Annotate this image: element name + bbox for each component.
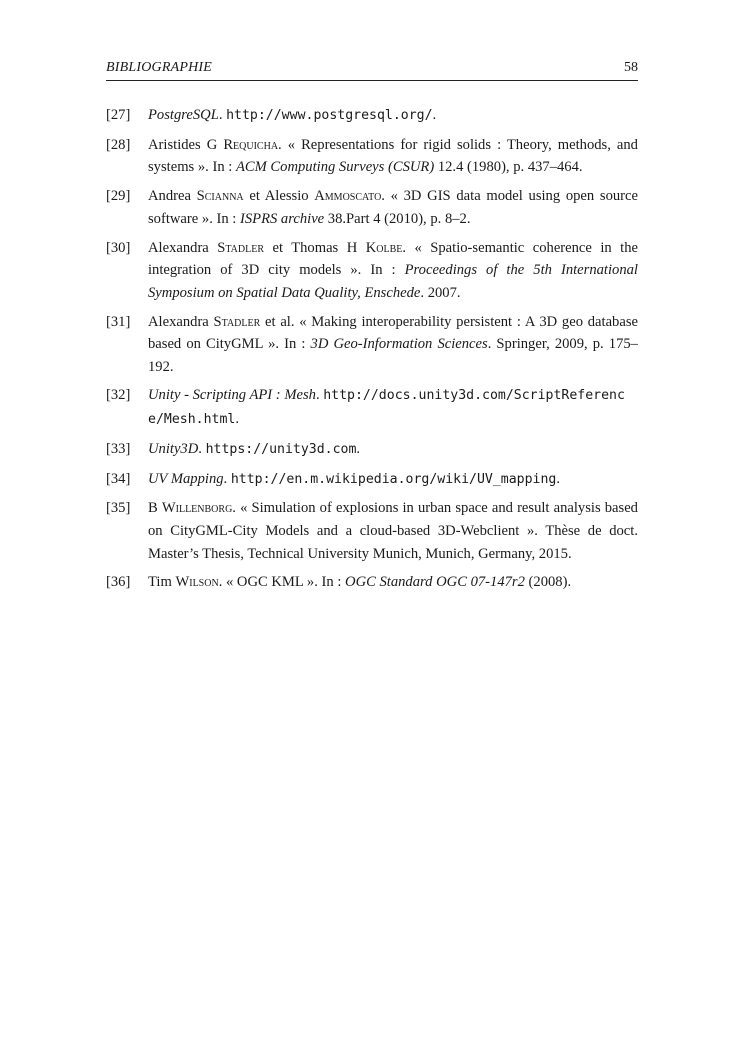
bib-author-last: Stadler	[217, 239, 265, 256]
bib-body: et al. « Making interoperability persistent : A 3D geo database based on CityGML ». In :	[148, 313, 638, 353]
bib-journal: OGC Standard OGC 07-147r2	[345, 574, 525, 591]
bib-author-last: Scianna	[196, 188, 244, 205]
page-header	[106, 60, 638, 81]
bib-rest: (2008).	[524, 574, 572, 591]
bib-entry-30	[106, 237, 638, 305]
bib-end: .	[432, 107, 437, 123]
bib-label: [28]	[106, 136, 131, 153]
bib-journal: ACM Computing Surveys (CSUR)	[235, 159, 435, 176]
bib-title: Unity3D	[148, 440, 199, 457]
bib-author-first: Andrea	[148, 188, 197, 205]
bib-label: [31]	[106, 313, 131, 330]
bib-entry-35	[106, 497, 638, 565]
section-title: BIBLIOGRAPHIE	[106, 60, 213, 75]
bib-end: .	[356, 440, 361, 457]
bib-author-last: Kolbe	[365, 239, 403, 256]
bib-entry-36	[106, 571, 638, 594]
bib-label: [27]	[106, 107, 131, 123]
bib-entry-29	[106, 185, 638, 230]
bib-title: Unity - Scripting API : Mesh	[148, 387, 316, 404]
bib-title: UV Mapping	[148, 470, 224, 487]
bib-author-first: Aristides G	[148, 136, 224, 153]
bib-author-last: Wilson	[175, 574, 219, 591]
bib-text	[148, 311, 638, 379]
bib-url-link[interactable]: http://en.m.wikipedia.org/wiki/UV_mapping	[230, 471, 557, 487]
bib-author-first: Tim	[148, 574, 176, 591]
bib-label: [34]	[106, 470, 131, 487]
bib-author-first: Alexandra	[148, 239, 218, 256]
bib-body: . « 3D GIS data model using open source software ». In :	[148, 188, 638, 227]
bib-author-last: Willenborg	[161, 500, 233, 517]
bib-entry-33	[106, 438, 638, 462]
bib-text	[148, 134, 638, 179]
bib-end: .	[556, 470, 561, 487]
bib-body: . « Representations for rigid solids : Theory, methods, and systems ». In :	[148, 136, 638, 176]
bib-text	[148, 497, 638, 565]
bib-sep: .	[223, 470, 231, 487]
bib-label: [36]	[106, 574, 131, 591]
bib-entry-34	[106, 468, 638, 492]
bib-text	[148, 438, 638, 462]
bib-text	[148, 571, 638, 594]
bib-body: . « Spatio-semantic coherence in the integration of 3D city models ». In :	[148, 239, 638, 279]
bib-label: [30]	[106, 239, 131, 256]
bib-entry-27	[106, 104, 638, 128]
bib-sep: .	[218, 107, 227, 123]
bib-label: [29]	[106, 188, 131, 205]
bib-journal: 3D Geo-Information Sciences	[310, 336, 488, 353]
bib-author-join: et Thomas H	[264, 239, 366, 256]
bib-title: PostgreSQL	[148, 107, 219, 123]
bibliography-list	[106, 104, 638, 600]
bib-author-first: Alexandra	[148, 313, 214, 330]
bib-url-link[interactable]: https://unity3d.com	[205, 441, 357, 457]
bib-author-join: et Alessio	[243, 188, 315, 205]
page-number: 58	[624, 60, 638, 75]
bib-rest: . Springer, 2009, p. 175–192.	[148, 336, 638, 375]
bib-text	[148, 468, 638, 492]
bib-author-last: Stadler	[213, 313, 261, 330]
bib-sep: .	[315, 387, 324, 404]
bib-sep: .	[198, 440, 206, 457]
bib-end: .	[235, 411, 239, 428]
bib-text	[148, 185, 638, 230]
bib-rest: 38.Part 4 (2010), p. 8–2.	[324, 210, 471, 227]
bib-label: [32]	[106, 387, 131, 404]
bib-label: [33]	[106, 440, 131, 457]
bib-text	[148, 104, 638, 128]
bib-rest: 12.4 (1980), p. 437–464.	[434, 159, 583, 176]
bib-author-last: Ammoscato	[314, 188, 382, 205]
bib-entry-28	[106, 134, 638, 179]
bib-rest: . 2007.	[420, 284, 461, 301]
bib-text	[148, 384, 638, 431]
bib-label: [35]	[106, 500, 131, 517]
bib-entry-31	[106, 311, 638, 379]
bib-journal: ISPRS archive	[240, 210, 325, 227]
bib-body: . « OGC KML ». In :	[218, 574, 346, 591]
bib-entry-32	[106, 384, 638, 431]
bib-author-first: B	[148, 500, 162, 517]
bib-url-link[interactable]: http://www.postgresql.org/	[226, 108, 433, 123]
bib-body: . « Simulation of explosions in urban space and result analysis based on CityGML-City Models and a cloud-based 3D-Webclient ». Thèse de doct. Master’s Thesis, Technical University Munich, Munich, Germany, 2015.	[148, 500, 638, 562]
bib-text	[148, 237, 638, 305]
bib-author-last: Requicha	[223, 136, 279, 153]
bib-journal: Proceedings of the 5th International Symposium on Spatial Data Quality, Enschede	[148, 262, 638, 301]
bib-url-link[interactable]: http://docs.unity3d.com/ScriptReference/Mesh.html	[148, 388, 625, 428]
